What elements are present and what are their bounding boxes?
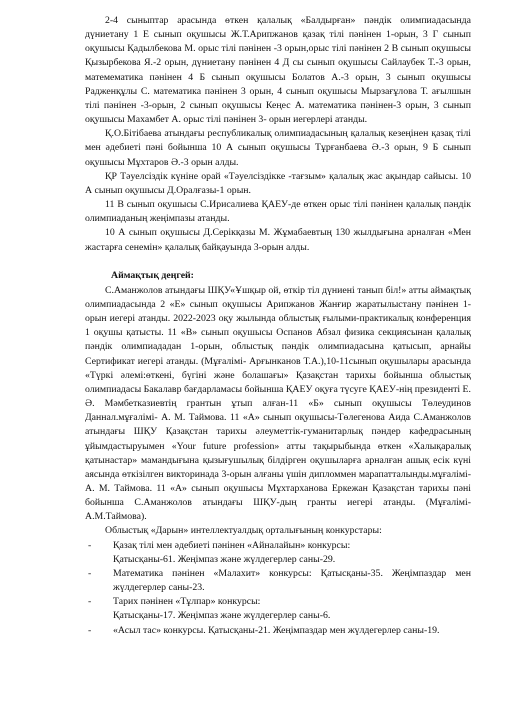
paragraph-independence-contest: ҚР Тәуелсіздік күніне орай «Тәуелсіздікке -тағзым» қалалық жас ақындар сайысы. 10 А сынып оқушысы Д.Оралғазы-1 орын. <box>85 170 471 196</box>
regional-level-heading: Аймақтық деңгей: <box>111 269 194 281</box>
contest-name: Тарих пәнінен «Тұлпар» конкурсы: <box>113 596 261 608</box>
paragraph-bitibaeva-olympiad: Қ.О.Бітібаева атындағы республикалық олимпиадасының қалалық кезеңінен қазақ тілі мен әдебиеті пәні бойынша 10 А сынып оқушысы Тұрғанбаева Ә.-3 орын, 9 Б сынып оқушысы Мұхтаров Ә.-3 орын алды. <box>85 128 471 168</box>
contest-detail: Қатысқаны-17. Жеңімпаз және жүлдегерлер саны-6. <box>113 610 331 622</box>
contest-name: «Асыл тас» конкурсы. Қатысқаны-21. Жеңімпаздар мен жүлдегерлер саны-19. <box>113 624 440 636</box>
contest-name: Математика пәнінен «Малахит» конкурсы: Қатысқаны-35. Жеңімпаздар мен жүлдегерлер саны-23. <box>113 567 471 594</box>
paragraph-regional-achievements: С.Аманжолов атындағы ШҚУ«Ұшқыр ой, өткір тіл дүниені танып біл!» атты аймақтық олимпиадасында 2 «Е» сынып оқушысы Арипжанов Жанғир жаратылыстану пәнінен 1-орын иегері атанды. 2022-2023 оқу жылында облыстық ғылыми-практикалық конференция 1 оқушы қатысты. 11 «В» сынып оқушысы Оспанов Абзал физика секциясынан қалалық пәндік олимпиададан 1-орын, облыстық пәндік олимпиадасына қатысып, арнайы Сертификат иегері атанды. (Мұғалімі- Арғынканов Т.А.),10-11сынып оқушылары арасында «Түркі әлемі:өткені, бүгіні және болашағы» Қазақстан тарихы бойынша облыстық олимпиадасы Бакалавр бағдарламасы бойынша ҚАЕУ оқуға түсуге ҚАЕУ-нің президенті Е. Ә. Мәмбетказиевтің грантын ұтып алған-11 «Б» сынып оқушысы Төлеудинов Даннал.мұғалімі- А. М. Таймова. 11 «А» сынып оқушысы-Төлегенова Аида С.Аманжолов атындағы ШҚУ Қазақстан тарихы әлеуметтік-гуманитарлық пәндер кафедрасының ұйымдастыруымен «Your future profession» атты тақырыбында өткен «Халықаралық қатынастар» мамандығына қызығушылық білдірген оқушыларға арналған ашық есік күні аясында өткізілген викторинада 3-орын алғаны үшін дипломмен марапатталынды.мұғалімі-А. М. Таймова. 11 «А» сынып оқушысы Мұхтарханова Еркежан Қазақстан тарихы пәні бойынша С.Аманжолов атындағы ШҚУ-дың гранты иегері атанды. (Мұғалімі-А.М.Таймова). <box>85 284 471 523</box>
list-bullet: - <box>88 624 92 636</box>
list-item <box>85 624 471 638</box>
contest-list <box>85 539 471 638</box>
paragraph-russian-olympiad: 11 В сынып оқушысы С.Ирисалиева ҚАЕУ-де өткен орыс тілі пәнінен қалалық пәндік олимпиаданың жеңімпазы атанды. <box>85 199 471 225</box>
list-item <box>85 567 471 595</box>
list-bullet: - <box>88 539 92 551</box>
contest-detail: Қатысқаны-61. Жеңімпаз және жүлдегерлер саны-29. <box>113 553 336 565</box>
paragraph-daryn-intro: Облыстық «Дарын» интеллектуалдық орталығының конкурстары: <box>105 525 382 537</box>
paragraph-zhumabaev-contest: 10 А сынып оқушысы Д.Серікқазы М. Жұмабаевтың 130 жылдығына арналған «Мен жастарға сенемін» қалалық байқауында 3-орын алды. <box>85 227 471 253</box>
list-item <box>85 595 471 623</box>
section-gap <box>85 255 471 269</box>
list-bullet: - <box>88 596 92 608</box>
list-item <box>85 539 471 567</box>
contest-name: Қазақ тілі мен әдебиеті пәнінен «Айналайын» конкурсы: <box>113 539 351 551</box>
paragraph-baldyrgan-olympiad: 2-4 сыныптар арасында өткен қалалық «Балдырған» пәндік олимпиадасында дүниетану 1 Е сынып оқушысы Ж.Т.Арипжанов қазақ тілі пәнінен 1-орын, 3 Г сынып оқушысы Қадылбекова М. орыс тілі пәнінен -3 орын,орыс тілі пәнінен 2 В сынып оқушысы Қызырбекова Я.-2 орын, дүниетану пәнінен 4 Д сы сынып оқушысы Сайлаубек Т.-3 орын, матемематика пәнінен 4 Б сынып оқушысы Болатов А.-3 орын, 3 сынып оқушысы Радженқұлы С. математика пәнінен 3 орын, 4 сынып оқушысы Мырзағұлова Т. ағылшын тілі пәнінен -3-орын, 2 сынып оқушысы Кеңес А. математика пәнінен-3 орын, 3 сынып оқушысы Махамбет А. орыс тілі пәнінен 3- орын иегерлері атанды. <box>85 15 471 126</box>
list-bullet: - <box>88 567 92 579</box>
